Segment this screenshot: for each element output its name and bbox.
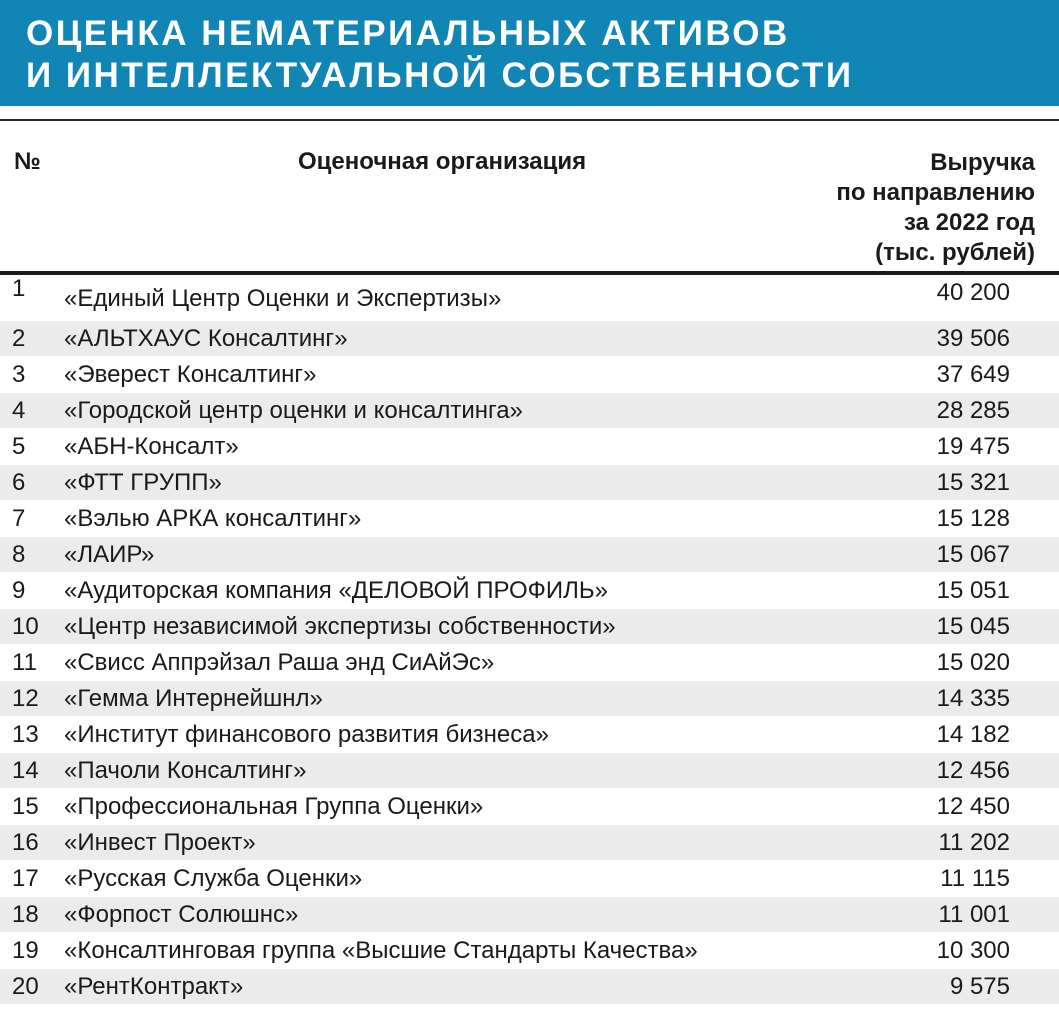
revenue-value: 40 200 [936, 279, 1010, 306]
table-row [0, 753, 1059, 789]
organization-name: «АЛЬТХАУС Консалтинг» [64, 325, 348, 352]
revenue-value: 28 285 [936, 397, 1010, 424]
organization-name: «Аудиторская компания «ДЕЛОВОЙ ПРОФИЛЬ» [64, 577, 609, 604]
column-header-number: № [14, 148, 41, 175]
table-row [0, 717, 1059, 753]
revenue-value: 37 649 [936, 361, 1010, 388]
table-row [0, 861, 1059, 897]
revenue-value: 11 001 [938, 901, 1010, 928]
organization-name: «РентКонтракт» [64, 973, 244, 1000]
row-number: 15 [12, 793, 39, 820]
revenue-value: 12 456 [936, 757, 1010, 784]
organization-name: «ФТТ ГРУПП» [64, 469, 222, 496]
organization-name: «Пачоли Консалтинг» [64, 757, 307, 784]
row-number: 9 [12, 577, 26, 604]
revenue-value: 10 300 [936, 937, 1010, 964]
table-row [0, 609, 1059, 645]
row-number: 7 [12, 505, 26, 532]
organization-name: «Центр независимой экспертизы собственности» [64, 613, 616, 640]
organization-name: «Городской центр оценки и консалтинга» [64, 397, 523, 424]
revenue-value: 19 475 [936, 433, 1010, 460]
table-row [0, 465, 1059, 501]
table-row [0, 501, 1059, 537]
table-row [0, 645, 1059, 681]
revenue-value: 15 051 [936, 577, 1010, 604]
organization-name: «Институт финансового развития бизнеса» [64, 721, 549, 748]
row-number: 17 [12, 865, 39, 892]
revenue-value: 9 575 [949, 973, 1010, 1000]
organization-name: «Русская Служба Оценки» [64, 865, 363, 892]
row-number: 5 [12, 433, 26, 460]
row-number: 16 [12, 829, 39, 856]
revenue-value: 12 450 [936, 793, 1010, 820]
revenue-value: 14 182 [936, 721, 1010, 748]
table-row [0, 573, 1059, 609]
row-number: 13 [12, 721, 39, 748]
table-row [0, 321, 1059, 357]
organization-name: «Гемма Интернейшнл» [64, 685, 323, 712]
table-row [0, 537, 1059, 573]
organization-name: «Консалтинговая группа «Высшие Стандарты Качества» [64, 937, 698, 964]
organization-name: «Профессиональная Группа Оценки» [64, 793, 484, 820]
column-header-revenue-line: (тыс. рублей) [875, 239, 1035, 266]
title-line-1: ОЦЕНКА НЕМАТЕРИАЛЬНЫХ АКТИВОВ [26, 14, 790, 53]
revenue-value: 15 020 [936, 649, 1010, 676]
column-header-organization: Оценочная организация [298, 148, 587, 175]
revenue-value: 11 115 [940, 865, 1010, 892]
column-header-revenue-line: по направлению [836, 179, 1035, 206]
table-row [0, 681, 1059, 717]
row-number: 6 [12, 469, 26, 496]
row-number: 3 [12, 361, 26, 388]
row-number: 14 [12, 757, 39, 784]
organization-name: «Эверест Консалтинг» [64, 361, 317, 388]
revenue-value: 15 067 [936, 541, 1010, 568]
table-row [0, 393, 1059, 429]
table-row [0, 933, 1059, 969]
row-number: 4 [12, 397, 26, 424]
row-number: 20 [12, 973, 39, 1000]
table-row [0, 275, 1059, 321]
revenue-value: 11 202 [938, 829, 1010, 856]
organization-name: «Единый Центр Оценки и Экспертизы» [64, 285, 502, 312]
row-number: 12 [12, 685, 39, 712]
row-number: 19 [12, 937, 39, 964]
organization-name: «Форпост Солюшнс» [64, 901, 299, 928]
top-divider [0, 119, 1059, 121]
row-number: 11 [12, 649, 37, 676]
organization-name: «Вэлью АРКА консалтинг» [64, 505, 362, 532]
column-header-revenue-line: за 2022 год [904, 209, 1035, 236]
column-header-revenue-line: Выручка [930, 149, 1035, 176]
row-number: 10 [12, 613, 39, 640]
table-row [0, 897, 1059, 933]
ranking-table-body [0, 275, 1059, 1005]
table-row [0, 969, 1059, 1005]
table-row [0, 825, 1059, 861]
organization-name: «АБН-Консалт» [64, 433, 239, 460]
organization-name: «Инвест Проект» [64, 829, 256, 856]
organization-name: «Свисс Аппрэйзал Раша энд СиАйЭс» [64, 649, 495, 676]
organization-name: «ЛАИР» [64, 541, 155, 568]
revenue-value: 39 506 [936, 325, 1010, 352]
row-number: 1 [12, 275, 26, 302]
table-row [0, 429, 1059, 465]
table-row [0, 357, 1059, 393]
title-banner [0, 0, 1059, 106]
revenue-value: 15 321 [936, 469, 1010, 496]
table-row [0, 789, 1059, 825]
row-number: 2 [12, 325, 26, 352]
revenue-value: 14 335 [936, 685, 1010, 712]
column-header-revenue [830, 148, 1035, 268]
revenue-value: 15 045 [936, 613, 1010, 640]
revenue-value: 15 128 [936, 505, 1010, 532]
title-line-2: И ИНТЕЛЛЕКТУАЛЬНОЙ СОБСТВЕННОСТИ [26, 56, 854, 95]
row-number: 8 [12, 541, 26, 568]
row-number: 18 [12, 901, 39, 928]
